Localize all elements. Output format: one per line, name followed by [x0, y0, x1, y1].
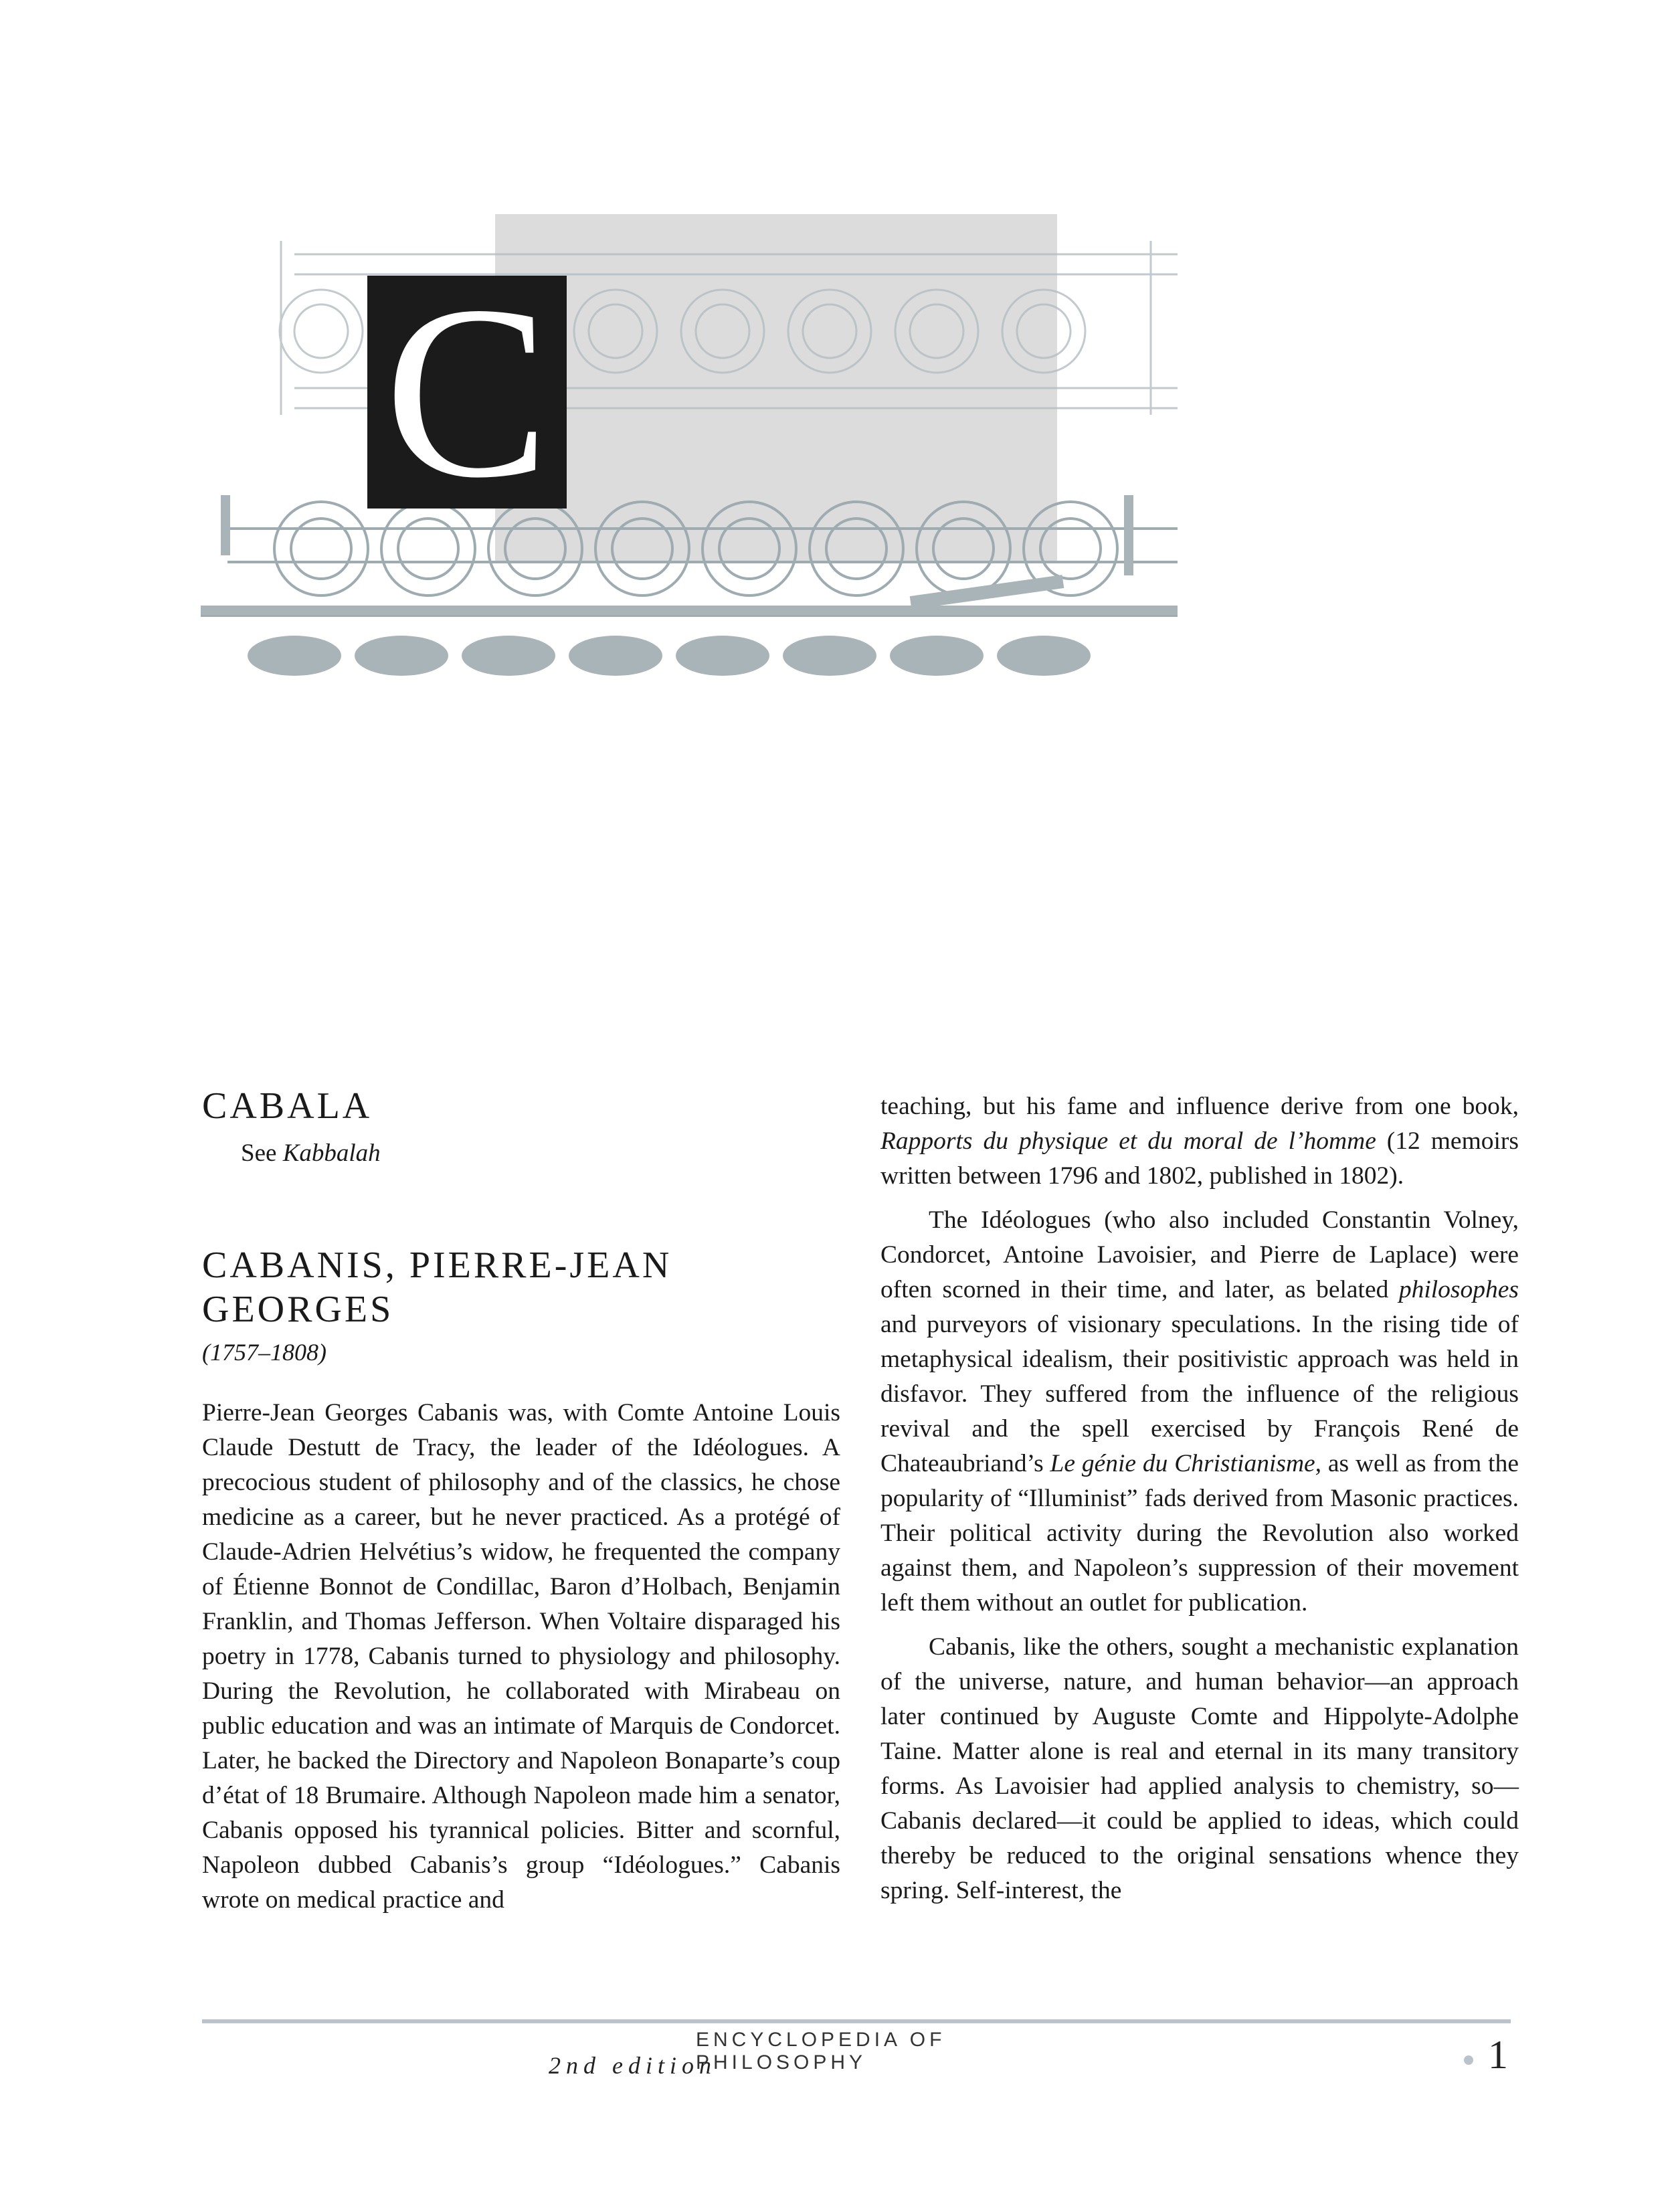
paragraph	[880, 1203, 1519, 1621]
dropcap	[367, 255, 567, 529]
cross-reference-link[interactable]: Kabbalah	[282, 1139, 381, 1167]
header-illustration	[201, 214, 1178, 676]
see-prefix: See	[241, 1139, 283, 1167]
cross-reference	[241, 1136, 840, 1171]
left-column	[202, 1084, 840, 1918]
calculating-machine-engraving	[201, 214, 1178, 676]
paragraph: Cabanis, like the others, sought a mechanistic explanation of the universe, nature, and human behavior—an approach later continued by Auguste Comte and Hippolyte-Adolphe Taine. Matter alone is real and eternal in its many transitory forms. As Lavoisier had applied analysis to chemistry, so—Cabanis declared—it could be applied to ideas, which could thereby be reduced to the original sensations whence they spring. Self-interest, the	[880, 1633, 1519, 1904]
entry-dates: (1757–1808)	[202, 1339, 326, 1366]
book-title: Rapports du physique et du moral de l’homme	[880, 1127, 1376, 1155]
dropcap-letter: C	[384, 255, 550, 529]
entry-heading-line1: CABANIS, PIERRE-JEAN	[202, 1245, 672, 1286]
text-run: (12 memoirs written between 1796 and 1802, published in 1802).	[880, 1127, 1519, 1190]
paragraph: Pierre-Jean Georges Cabanis was, with Comte Antoine Louis Claude Destutt de Tracy, the leader of the Idéologues. A precocious student of philosophy and of the classics, he chose medicine as a career, but he never practiced. As a protégé of Claude-Adrien Helvétius’s widow, he frequented the company of Étienne Bonnot de Condillac, Baron d’Holbach, Benjamin Franklin, and Thomas Jefferson. When Voltaire disparaged his poetry in 1778, Cabanis turned to physiology and philosophy. During the Revolution, he collaborated with Mirabeau on public education and was an intimate of Marquis de Condorcet. Later, he backed the Directory and Napoleon Bonaparte’s coup d’état of 18 Brumaire. Although Napoleon made him a senator, Cabanis opposed his tyrannical policies. Bitter and scornful, Napoleon dubbed Cabanis’s group “Idéologues.” Cabanis wrote on medical practice and	[202, 1399, 840, 1914]
footer-rule	[202, 2019, 1511, 2023]
text-run: and purveyors of visionary speculations. In the rising tide of metaphysical idealism, their positivistic approach was held in disfavor. They suffered from the influence of the religious revival and the spell exercised by François René de Chateaubriand’s	[880, 1311, 1519, 1477]
footer-edition: 2nd edition	[549, 2052, 717, 2079]
entry-heading-cabanis	[202, 1243, 840, 1331]
bullet-icon	[1464, 2055, 1473, 2065]
footer-title: ENCYCLOPEDIA OF PHILOSOPHY	[696, 2029, 946, 2074]
paragraph	[880, 1089, 1519, 1194]
italic-term: philosophes	[1398, 1276, 1519, 1303]
page-number: 1	[1488, 2033, 1508, 2077]
text-run: teaching, but his fame and influence derive from one book,	[880, 1093, 1519, 1120]
book-title: Le génie du Christianisme,	[1050, 1450, 1322, 1477]
right-column	[880, 1089, 1519, 1908]
entry-heading-line2: GEORGES	[202, 1289, 394, 1330]
text-run: as well as from the popularity of “Illuminist” fads derived from Masonic practices. Their political activity during the Revolution also worked against them, and Napoleon’s suppression of their movement left them without an outlet for publication.	[880, 1450, 1519, 1617]
entry-heading-cabala: CABALA	[202, 1085, 373, 1127]
text-run: The Idéologues (who also included Constantin Volney, Condorcet, Antoine Lavoisier, and Pierre de Laplace) were often scorned in their time, and later, as belated	[880, 1206, 1519, 1303]
